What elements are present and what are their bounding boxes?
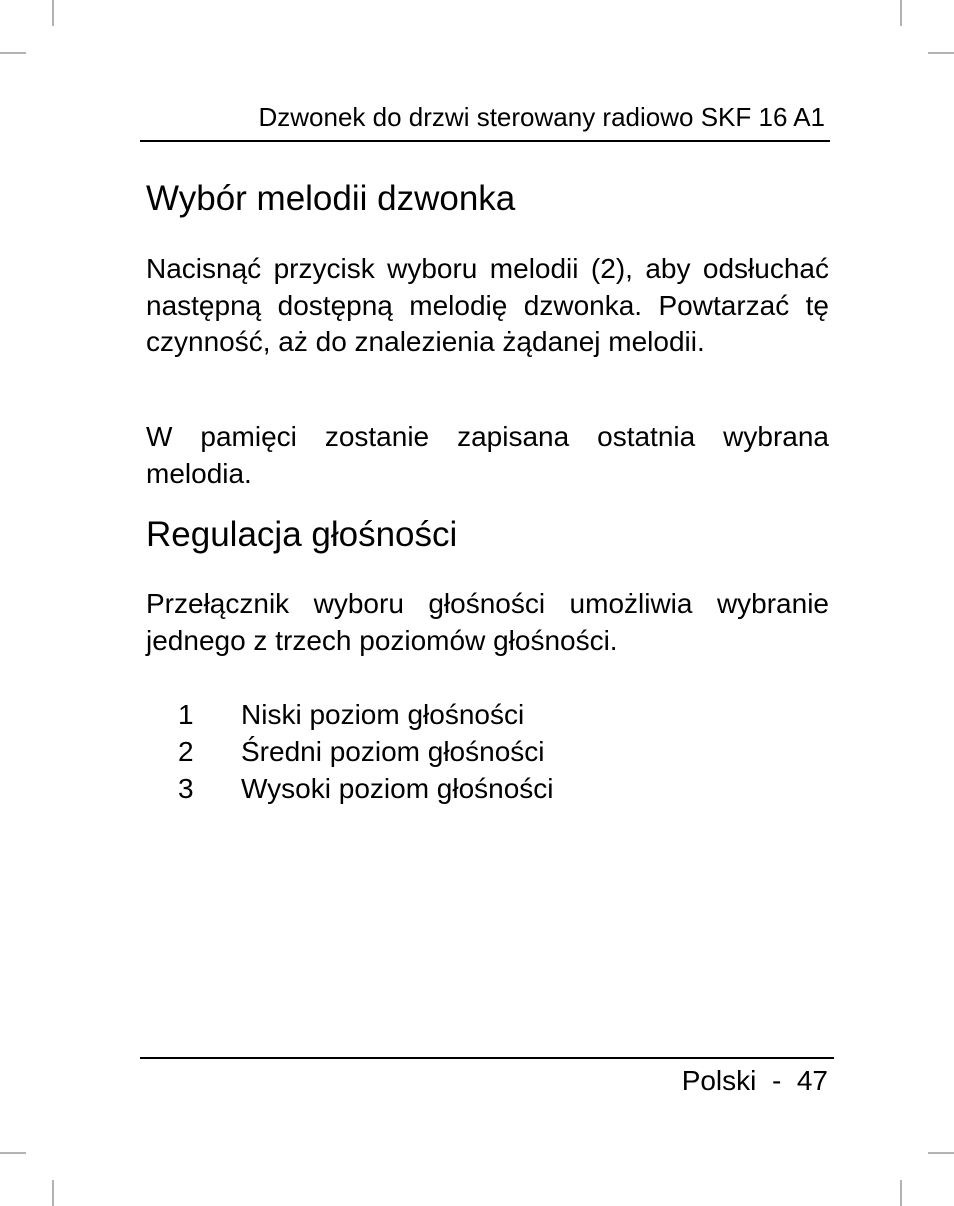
crop-mark-bottom-left-horizontal — [0, 1152, 26, 1154]
list-item-number: 3 — [178, 773, 194, 804]
crop-mark-bottom-right-horizontal — [928, 1152, 954, 1154]
footer-rule — [140, 1057, 834, 1059]
paragraph-melody-memory: W pamięci zostanie zapisana ostatnia wybrana melodia. — [146, 421, 829, 489]
paragraph-melody-instructions: Nacisnąć przycisk wyboru melodii (2), aby odsłuchać następną dostępną melodię dzwonka. Powtarzać tę czynność, aż do znalezienia żądanej melodii. — [146, 253, 829, 357]
footer-language: Polski — [681, 1065, 757, 1096]
header-rule — [140, 140, 830, 142]
list-item-text: Wysoki poziom głośności — [241, 773, 554, 804]
crop-mark-bottom-right-vertical — [900, 1180, 902, 1206]
crop-mark-top-right-horizontal — [928, 52, 954, 54]
list-item — [146, 733, 829, 770]
page-number: 47 — [796, 1065, 828, 1096]
crop-mark-bottom-left-vertical — [52, 1180, 54, 1206]
footer-separator: - — [771, 1065, 782, 1096]
paragraph-volume-switch: Przełącznik wyboru głośności umożliwia wybranie jednego z trzech poziomów głośności. — [146, 588, 829, 656]
list-item — [146, 770, 829, 807]
list-item-text: Niski poziom głośności — [241, 699, 525, 730]
list-item — [146, 696, 829, 733]
volume-levels-list — [146, 696, 829, 807]
section-heading-melody: Wybór melodii dzwonka — [146, 179, 516, 218]
crop-mark-top-left-vertical — [52, 0, 54, 26]
crop-mark-top-left-horizontal — [0, 52, 26, 54]
page-footer — [682, 1063, 828, 1099]
list-item-number: 1 — [178, 699, 194, 730]
running-header: Dzwonek do drzwi sterowany radiowo SKF 16 A1 — [258, 102, 825, 132]
crop-mark-top-right-vertical — [900, 0, 902, 26]
list-item-text: Średni poziom głośności — [241, 736, 545, 767]
list-item-number: 2 — [178, 736, 194, 767]
section-heading-volume: Regulacja głośności — [146, 515, 458, 554]
